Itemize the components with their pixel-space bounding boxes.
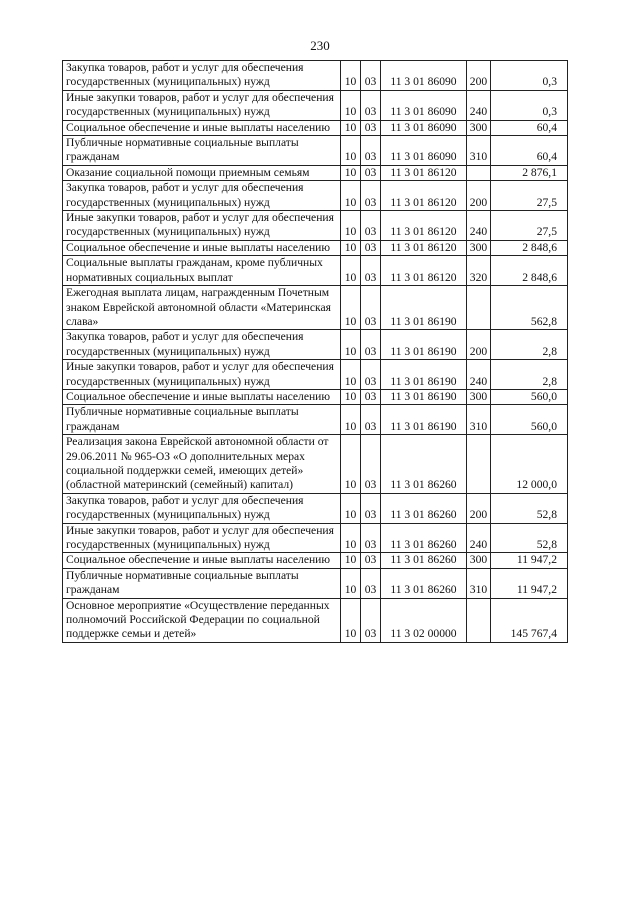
table-row: [63, 568, 568, 598]
row-name-cell: Закупка товаров, работ и услуг для обеспечения государственных (муниципальных) нужд: [63, 330, 341, 360]
row-name-cell: Социальные выплаты гражданам, кроме публичных нормативных социальных выплат: [63, 256, 341, 286]
row-name-cell: Публичные нормативные социальные выплаты гражданам: [63, 405, 341, 435]
table-row: [63, 256, 568, 286]
row-name-cell: Иные закупки товаров, работ и услуг для обеспечения государственных (муниципальных) нужд: [63, 211, 341, 241]
row-target-article-cell: 11 3 01 86260: [381, 553, 467, 568]
row-target-article-cell: 11 3 01 86090: [381, 90, 467, 120]
row-amount-cell: 0,3: [491, 61, 568, 91]
row-expense-type-cell: [467, 286, 491, 330]
row-expense-type-cell: 300: [467, 240, 491, 255]
row-name-cell: Публичные нормативные социальные выплаты гражданам: [63, 136, 341, 166]
row-subsection-cell: 03: [361, 90, 381, 120]
row-section-cell: 10: [341, 286, 361, 330]
row-name-cell: Публичные нормативные социальные выплаты гражданам: [63, 568, 341, 598]
table-row: [63, 493, 568, 523]
row-section-cell: 10: [341, 523, 361, 553]
row-target-article-cell: 11 3 01 86120: [381, 240, 467, 255]
row-expense-type-cell: 240: [467, 90, 491, 120]
row-section-cell: 10: [341, 389, 361, 404]
row-expense-type-cell: 300: [467, 389, 491, 404]
row-amount-cell: 60,4: [491, 120, 568, 135]
row-target-article-cell: 11 3 01 86190: [381, 360, 467, 390]
row-amount-cell: 560,0: [491, 389, 568, 404]
row-expense-type-cell: 240: [467, 211, 491, 241]
table-row: [63, 165, 568, 180]
row-expense-type-cell: 310: [467, 405, 491, 435]
table-row: [63, 435, 568, 494]
table-row: [63, 61, 568, 91]
row-section-cell: 10: [341, 553, 361, 568]
row-amount-cell: 52,8: [491, 523, 568, 553]
budget-table-body: [63, 61, 568, 643]
row-target-article-cell: 11 3 01 86260: [381, 523, 467, 553]
row-section-cell: 10: [341, 598, 361, 642]
page-number: 230: [310, 38, 330, 53]
row-expense-type-cell: 320: [467, 256, 491, 286]
row-amount-cell: 11 947,2: [491, 568, 568, 598]
row-name-cell: Иные закупки товаров, работ и услуг для обеспечения государственных (муниципальных) нужд: [63, 360, 341, 390]
row-name-cell: Основное мероприятие «Осуществление переданных полномочий Российской Федерации по социальной поддержке семьи и детей»: [63, 598, 341, 642]
row-target-article-cell: 11 3 01 86190: [381, 389, 467, 404]
row-subsection-cell: 03: [361, 120, 381, 135]
table-row: [63, 240, 568, 255]
row-subsection-cell: 03: [361, 136, 381, 166]
row-target-article-cell: 11 3 01 86190: [381, 286, 467, 330]
table-row: [63, 405, 568, 435]
row-amount-cell: 145 767,4: [491, 598, 568, 642]
table-row: [63, 360, 568, 390]
row-target-article-cell: 11 3 01 86260: [381, 435, 467, 494]
row-section-cell: 10: [341, 493, 361, 523]
table-row: [63, 90, 568, 120]
row-name-cell: Социальное обеспечение и иные выплаты населению: [63, 120, 341, 135]
row-section-cell: 10: [341, 435, 361, 494]
row-section-cell: 10: [341, 136, 361, 166]
table-row: [63, 389, 568, 404]
row-expense-type-cell: [467, 165, 491, 180]
row-amount-cell: 562,8: [491, 286, 568, 330]
row-section-cell: 10: [341, 405, 361, 435]
row-subsection-cell: 03: [361, 389, 381, 404]
table-row: [63, 330, 568, 360]
row-expense-type-cell: 200: [467, 61, 491, 91]
row-amount-cell: 52,8: [491, 493, 568, 523]
row-subsection-cell: 03: [361, 286, 381, 330]
row-amount-cell: 2 876,1: [491, 165, 568, 180]
row-target-article-cell: 11 3 01 86120: [381, 181, 467, 211]
row-amount-cell: 2 848,6: [491, 240, 568, 255]
table-row: [63, 120, 568, 135]
row-subsection-cell: 03: [361, 360, 381, 390]
table-row: [63, 523, 568, 553]
row-subsection-cell: 03: [361, 165, 381, 180]
table-row: [63, 136, 568, 166]
row-subsection-cell: 03: [361, 568, 381, 598]
table-row: [63, 598, 568, 642]
row-expense-type-cell: [467, 435, 491, 494]
row-section-cell: 10: [341, 256, 361, 286]
row-section-cell: 10: [341, 330, 361, 360]
row-subsection-cell: 03: [361, 330, 381, 360]
row-section-cell: 10: [341, 211, 361, 241]
row-expense-type-cell: 310: [467, 568, 491, 598]
row-amount-cell: 560,0: [491, 405, 568, 435]
row-amount-cell: 27,5: [491, 211, 568, 241]
row-section-cell: 10: [341, 181, 361, 211]
row-subsection-cell: 03: [361, 523, 381, 553]
row-target-article-cell: 11 3 01 86090: [381, 61, 467, 91]
row-expense-type-cell: 200: [467, 493, 491, 523]
row-expense-type-cell: [467, 598, 491, 642]
row-section-cell: 10: [341, 120, 361, 135]
row-subsection-cell: 03: [361, 598, 381, 642]
row-section-cell: 10: [341, 165, 361, 180]
row-section-cell: 10: [341, 61, 361, 91]
row-target-article-cell: 11 3 01 86260: [381, 568, 467, 598]
row-name-cell: Закупка товаров, работ и услуг для обеспечения государственных (муниципальных) нужд: [63, 493, 341, 523]
row-section-cell: 10: [341, 90, 361, 120]
row-expense-type-cell: 240: [467, 523, 491, 553]
row-target-article-cell: 11 3 01 86120: [381, 165, 467, 180]
row-subsection-cell: 03: [361, 211, 381, 241]
row-section-cell: 10: [341, 240, 361, 255]
row-expense-type-cell: 300: [467, 553, 491, 568]
row-amount-cell: 0,3: [491, 90, 568, 120]
row-name-cell: Ежегодная выплата лицам, награжденным Почетным знаком Еврейской автономной области «Материнская слава»: [63, 286, 341, 330]
row-target-article-cell: 11 3 01 86190: [381, 405, 467, 435]
row-expense-type-cell: 240: [467, 360, 491, 390]
row-amount-cell: 11 947,2: [491, 553, 568, 568]
table-row: [63, 286, 568, 330]
row-name-cell: Оказание социальной помощи приемным семьям: [63, 165, 341, 180]
row-amount-cell: 12 000,0: [491, 435, 568, 494]
row-subsection-cell: 03: [361, 256, 381, 286]
row-subsection-cell: 03: [361, 240, 381, 255]
row-section-cell: 10: [341, 568, 361, 598]
row-amount-cell: 27,5: [491, 181, 568, 211]
row-target-article-cell: 11 3 01 86260: [381, 493, 467, 523]
row-amount-cell: 2,8: [491, 330, 568, 360]
row-subsection-cell: 03: [361, 405, 381, 435]
row-name-cell: Социальное обеспечение и иные выплаты населению: [63, 553, 341, 568]
row-subsection-cell: 03: [361, 493, 381, 523]
row-amount-cell: 2,8: [491, 360, 568, 390]
row-target-article-cell: 11 3 01 86120: [381, 256, 467, 286]
row-subsection-cell: 03: [361, 435, 381, 494]
row-subsection-cell: 03: [361, 553, 381, 568]
row-amount-cell: 2 848,6: [491, 256, 568, 286]
row-subsection-cell: 03: [361, 181, 381, 211]
row-name-cell: Реализация закона Еврейской автономной области от 29.06.2011 № 965-ОЗ «О дополнительных мерах социальной поддержки семей, имеющих детей» (областной материнский (семейный) капитал): [63, 435, 341, 494]
row-target-article-cell: 11 3 01 86090: [381, 136, 467, 166]
row-target-article-cell: 11 3 01 86190: [381, 330, 467, 360]
row-name-cell: Социальное обеспечение и иные выплаты населению: [63, 240, 341, 255]
row-target-article-cell: 11 3 01 86120: [381, 211, 467, 241]
row-amount-cell: 60,4: [491, 136, 568, 166]
row-expense-type-cell: 310: [467, 136, 491, 166]
row-target-article-cell: 11 3 02 00000: [381, 598, 467, 642]
row-section-cell: 10: [341, 360, 361, 390]
row-name-cell: Иные закупки товаров, работ и услуг для обеспечения государственных (муниципальных) нужд: [63, 523, 341, 553]
row-target-article-cell: 11 3 01 86090: [381, 120, 467, 135]
table-row: [63, 211, 568, 241]
table-row: [63, 181, 568, 211]
row-expense-type-cell: 300: [467, 120, 491, 135]
row-name-cell: Социальное обеспечение и иные выплаты населению: [63, 389, 341, 404]
row-expense-type-cell: 200: [467, 181, 491, 211]
row-subsection-cell: 03: [361, 61, 381, 91]
row-name-cell: Закупка товаров, работ и услуг для обеспечения государственных (муниципальных) нужд: [63, 61, 341, 91]
table-row: [63, 553, 568, 568]
row-name-cell: Закупка товаров, работ и услуг для обеспечения государственных (муниципальных) нужд: [63, 181, 341, 211]
row-expense-type-cell: 200: [467, 330, 491, 360]
budget-table: [62, 60, 568, 643]
row-name-cell: Иные закупки товаров, работ и услуг для обеспечения государственных (муниципальных) нужд: [63, 90, 341, 120]
